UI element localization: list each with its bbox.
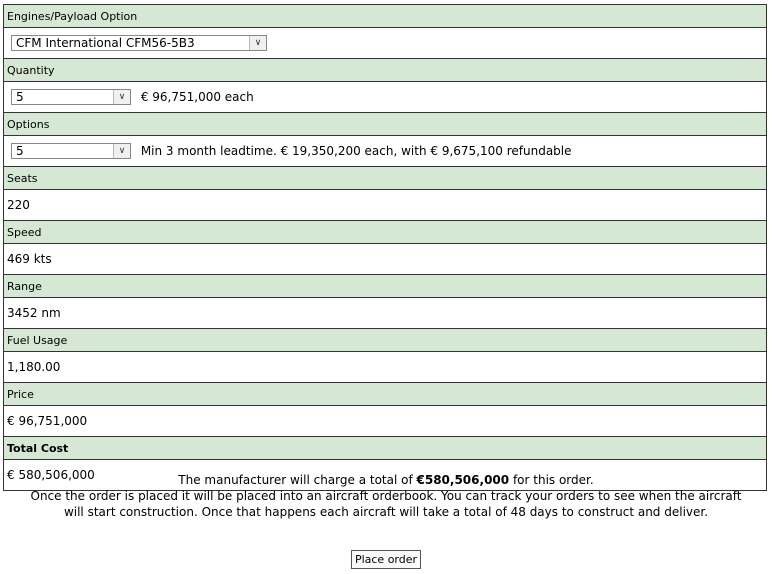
total-cost-value: € 580,506,000 [4,460,767,491]
engines-select[interactable] [11,35,267,51]
quantity-select[interactable] [11,89,131,105]
seats-label: Seats [4,167,767,190]
total-cost-label: Total Cost [4,437,767,460]
summary-prefix: The manufacturer will charge a total of [178,473,417,487]
quantity-price-note: € 96,751,000 each [140,90,254,104]
chevron-down-icon[interactable]: ∨ [249,36,266,50]
summary-orderbook-info: Once the order is placed it will be placed into an aircraft orderbook. You can track your orders to see when the aircraft will start construction. Once that happens each aircraft will take a total of 48 days to construct and deliver. [30,489,742,519]
options-cell [4,136,767,167]
speed-value: 469 kts [4,244,767,275]
engines-select-value: CFM International CFM56-5B3 [16,36,195,50]
engines-label: Engines/Payload Option [4,5,767,28]
quantity-label: Quantity [4,59,767,82]
seats-value: 220 [4,190,767,221]
place-order-button[interactable]: Place order [351,550,421,569]
summary-line-total [0,472,772,488]
price-value: € 96,751,000 [4,406,767,437]
options-select-value: 5 [16,144,24,158]
options-note: Min 3 month leadtime. € 19,350,200 each, with € 9,675,100 refundable [140,144,572,158]
order-summary [0,472,772,520]
quantity-select-value: 5 [16,90,24,104]
summary-total-amount: €580,506,000 [416,473,510,487]
quantity-cell [4,82,767,113]
price-label: Price [4,383,767,406]
options-select[interactable] [11,143,131,159]
fuel-usage-label: Fuel Usage [4,329,767,352]
speed-label: Speed [4,221,767,244]
order-form-table [3,4,767,491]
options-label: Options [4,113,767,136]
range-value: 3452 nm [4,298,767,329]
chevron-down-icon[interactable]: ∨ [113,90,130,104]
engines-cell [4,28,767,59]
range-label: Range [4,275,767,298]
summary-suffix: for this order. [509,473,594,487]
fuel-usage-value: 1,180.00 [4,352,767,383]
chevron-down-icon[interactable]: ∨ [113,144,130,158]
actions [0,550,772,569]
